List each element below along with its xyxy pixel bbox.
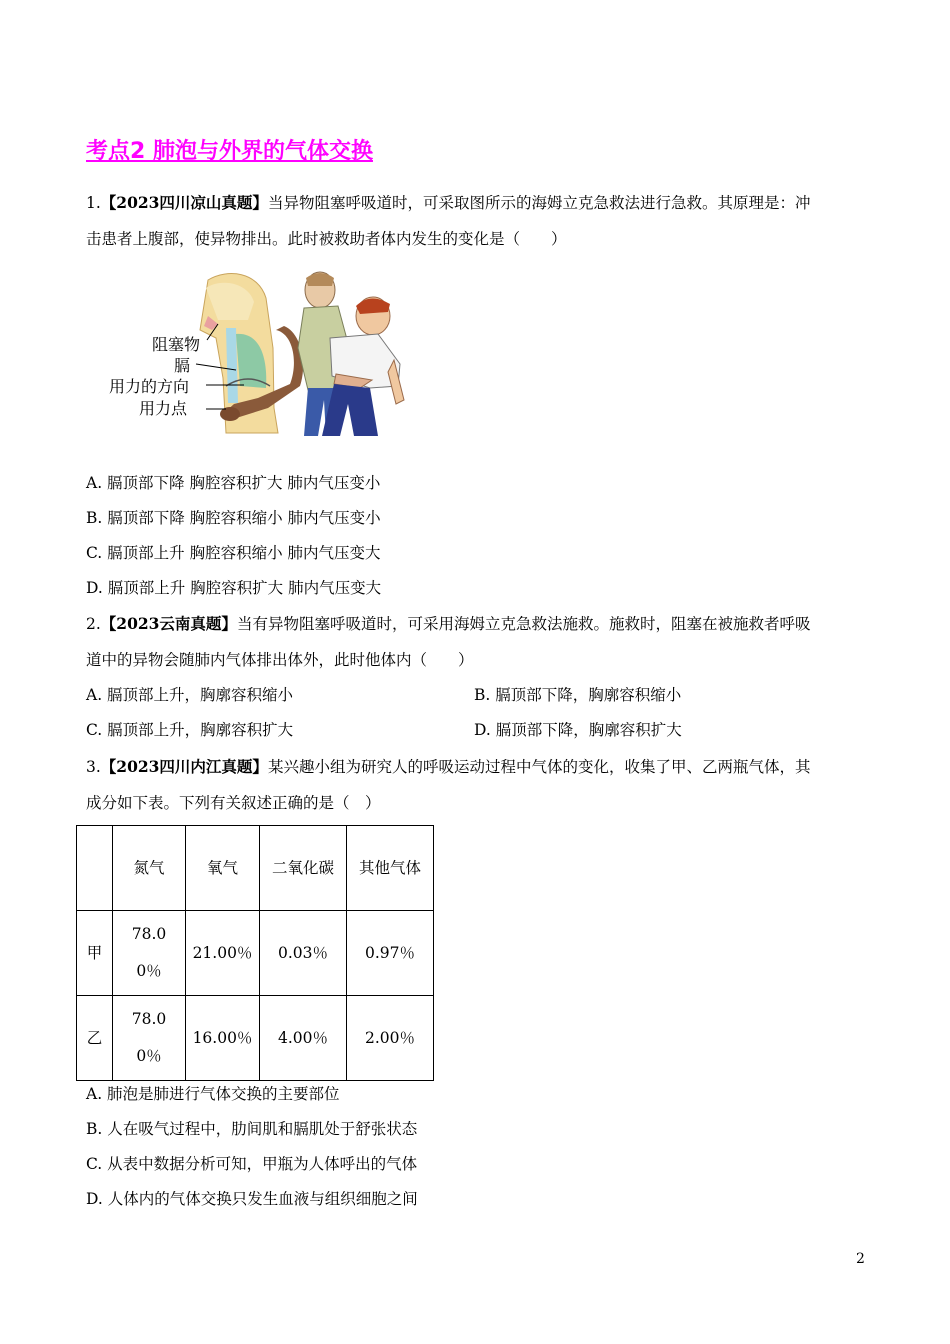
header-cell-oxygen: 氧气 [186,826,260,911]
header-cell-other: 其他气体 [347,826,434,911]
q1-option-a[interactable]: A. 膈顶部下降 胸腔容积扩大 肺内气压变小 [86,474,381,492]
table-row [77,911,434,996]
q2-stem-line2: 道中的异物会随肺内气体排出体外，此时他体内（ ） [86,651,474,669]
q1-tag: 【2023四川凉山真题】 [100,193,268,212]
cell-other: 2.00％ [347,996,434,1081]
q1-option-b[interactable]: B. 膈顶部下降 胸腔容积缩小 肺内气压变小 [86,509,381,527]
q3-option-d[interactable]: D. 人体内的气体交换只发生血液与组织细胞之间 [86,1190,418,1208]
page-number: 2 [856,1251,865,1267]
section-heading: 考点2 肺泡与外界的气体交换 [86,139,373,164]
row-label-yi: 乙 [77,996,113,1081]
figure-label-force-point: 用力点 [139,399,188,418]
q2-number: 2. [86,615,101,633]
q1-number: 1. [86,194,101,212]
heimlich-figure [108,268,408,436]
q3-tag: 【2023四川内江真题】 [100,757,268,776]
cell-co2: 4.00％ [260,996,347,1081]
table-row [77,996,434,1081]
header-cell-co2: 二氧化碳 [260,826,347,911]
cell-nitrogen: 78.00％ [113,996,186,1081]
cell-other: 0.97％ [347,911,434,996]
q1-option-d[interactable]: D. 膈顶部上升 胸腔容积扩大 肺内气压变大 [86,579,382,597]
q2-tag: 【2023云南真题】 [100,614,237,633]
header-cell-nitrogen: 氮气 [113,826,186,911]
row-label-jia: 甲 [77,911,113,996]
cell-oxygen: 16.00％ [186,996,260,1081]
cell-oxygen: 21.00％ [186,911,260,996]
figure-label-blockage: 阻塞物 [152,335,201,354]
q1-option-c[interactable]: C. 膈顶部上升 胸腔容积缩小 肺内气压变大 [86,544,381,562]
q2-option-d[interactable]: D. 膈顶部下降，胸廓容积扩大 [474,721,682,739]
gas-composition-table [76,825,434,1081]
q1-stem-line1 [86,195,810,212]
q1-stem-text: 当异物阻塞呼吸道时，可采取图所示的海姆立克急救法进行急救。其原理是：冲 [267,194,811,212]
q3-number: 3. [86,758,101,776]
q2-stem-line1 [86,616,810,633]
q3-stem-text: 某兴趣小组为研究人的呼吸运动过程中气体的变化，收集了甲、乙两瓶气体，其 [267,758,811,776]
cell-nitrogen: 78.00％ [113,911,186,996]
q3-option-a[interactable]: A. 肺泡是肺进行气体交换的主要部位 [86,1085,340,1103]
cell-co2: 0.03％ [260,911,347,996]
figure-label-diaphragm: 膈 [174,356,191,375]
q3-option-b[interactable]: B. 人在吸气过程中，肋间肌和膈肌处于舒张状态 [86,1120,418,1138]
header-cell-empty [77,826,113,911]
q3-stem-line2: 成分如下表。下列有关叙述正确的是（ ） [86,794,381,812]
q2-option-b[interactable]: B. 膈顶部下降，胸廓容积缩小 [474,686,682,704]
q1-stem-line2: 击患者上腹部，使异物排出。此时被救助者体内发生的变化是（ ） [86,230,567,248]
q2-option-c[interactable]: C. 膈顶部上升，胸廓容积扩大 [86,721,294,739]
q3-option-c[interactable]: C. 从表中数据分析可知，甲瓶为人体呼出的气体 [86,1155,418,1173]
q2-option-a[interactable]: A. 膈顶部上升，胸廓容积缩小 [86,686,294,704]
q3-stem-line1 [86,759,810,776]
table-header-row [77,826,434,911]
figure-label-force-direction: 用力的方向 [109,377,190,396]
q2-stem-text: 当有异物阻塞呼吸道时，可采用海姆立克急救法施救。施救时，阻塞在被施救者呼吸 [236,615,811,633]
